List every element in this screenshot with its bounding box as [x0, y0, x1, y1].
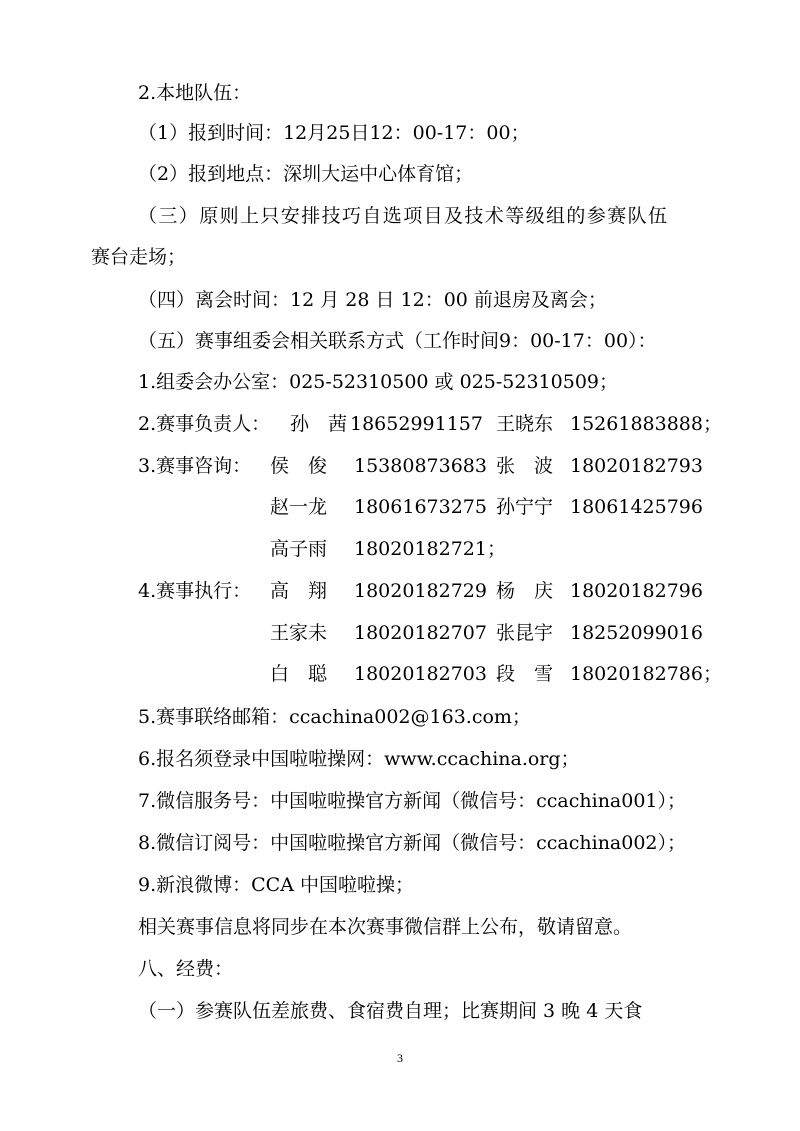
office-phone: 1.组委会办公室：025-52310500 或 025-52310509； — [138, 371, 618, 393]
departure-time: （四）离会时间：12 月 28 日 12：00 前退房及离会； — [138, 289, 607, 311]
wechat-subscription-account: 8.微信订阅号：中国啦啦操官方新闻（微信号：ccachina002）； — [138, 832, 687, 854]
contact-name: 王家未 — [270, 622, 328, 644]
info-notice: 相关赛事信息将同步在本次赛事微信群上公布，敬请留意。 — [138, 916, 633, 938]
contact-name: 杨 庆 — [496, 580, 554, 602]
contact-phone: 18061425796 — [570, 496, 703, 518]
contact-phone: 18020182796 — [570, 580, 703, 602]
contact-name: 张昆宇 — [496, 622, 554, 644]
wechat-service-account: 7.微信服务号：中国啦啦操官方新闻（微信号：ccachina001）； — [138, 790, 687, 812]
contact-phone: 18020182786； — [570, 663, 722, 685]
contact-phone: 15261883888； — [570, 413, 722, 435]
contact-phone: 18252099016 — [570, 622, 703, 644]
contact-name: 张 波 — [496, 455, 554, 477]
contact-name: 段 雪 — [496, 663, 554, 685]
rehearsal-rule-cont: 赛台走场； — [91, 246, 187, 268]
contact-name: 孙 茜 — [290, 413, 348, 435]
contact-name: 白 聪 — [270, 663, 328, 685]
section-heading-expenses: 八、经费： — [138, 958, 234, 980]
contact-label-execution: 4.赛事执行： — [138, 580, 252, 602]
contact-phone: 15380873683 — [354, 455, 487, 477]
contact-phone: 18061673275 — [354, 496, 487, 518]
contact-phone: 18652991157 — [350, 413, 483, 435]
checkin-time: （1）报到时间：12月25日12：00-17：00； — [138, 122, 530, 144]
contact-name: 王晓东 — [496, 413, 554, 435]
contact-phone: 18020182721； — [354, 538, 506, 560]
contact-label-director: 2.赛事负责人： — [138, 413, 271, 435]
contact-label-inquiry: 3.赛事咨询： — [138, 455, 252, 477]
contact-phone: 18020182707 — [354, 622, 487, 644]
expenses-item-1: （一）参赛队伍差旅费、食宿费自理；比赛期间 3 晚 4 天食 — [138, 1000, 643, 1022]
contact-name: 赵一龙 — [270, 496, 328, 518]
page-number: 3 — [397, 1051, 403, 1065]
rehearsal-rule: （三）原则上只安排技巧自选项目及技术等级组的参赛队伍 — [138, 205, 669, 227]
sina-weibo: 9.新浪微博：CCA 中国啦啦操； — [138, 874, 414, 896]
contact-email: 5.赛事联络邮箱：ccachina002@163.com； — [138, 706, 531, 728]
contact-name: 侯 俊 — [270, 455, 328, 477]
contact-heading: （五）赛事组委会相关联系方式（工作时间9：00-17：00）： — [138, 330, 657, 352]
contact-phone: 18020182703 — [354, 663, 487, 685]
section-heading-local-teams: 2.本地队伍： — [138, 82, 252, 104]
contact-phone: 18020182729 — [354, 580, 487, 602]
checkin-location: （2）报到地点：深圳大运中心体育馆； — [138, 163, 474, 185]
registration-website: 6.报名须登录中国啦啦操网：www.ccachina.org； — [138, 748, 580, 770]
contact-name: 孙宁宁 — [496, 496, 554, 518]
contact-name: 高 翔 — [270, 580, 328, 602]
contact-name: 高子雨 — [270, 538, 328, 560]
contact-phone: 18020182793 — [570, 455, 703, 477]
